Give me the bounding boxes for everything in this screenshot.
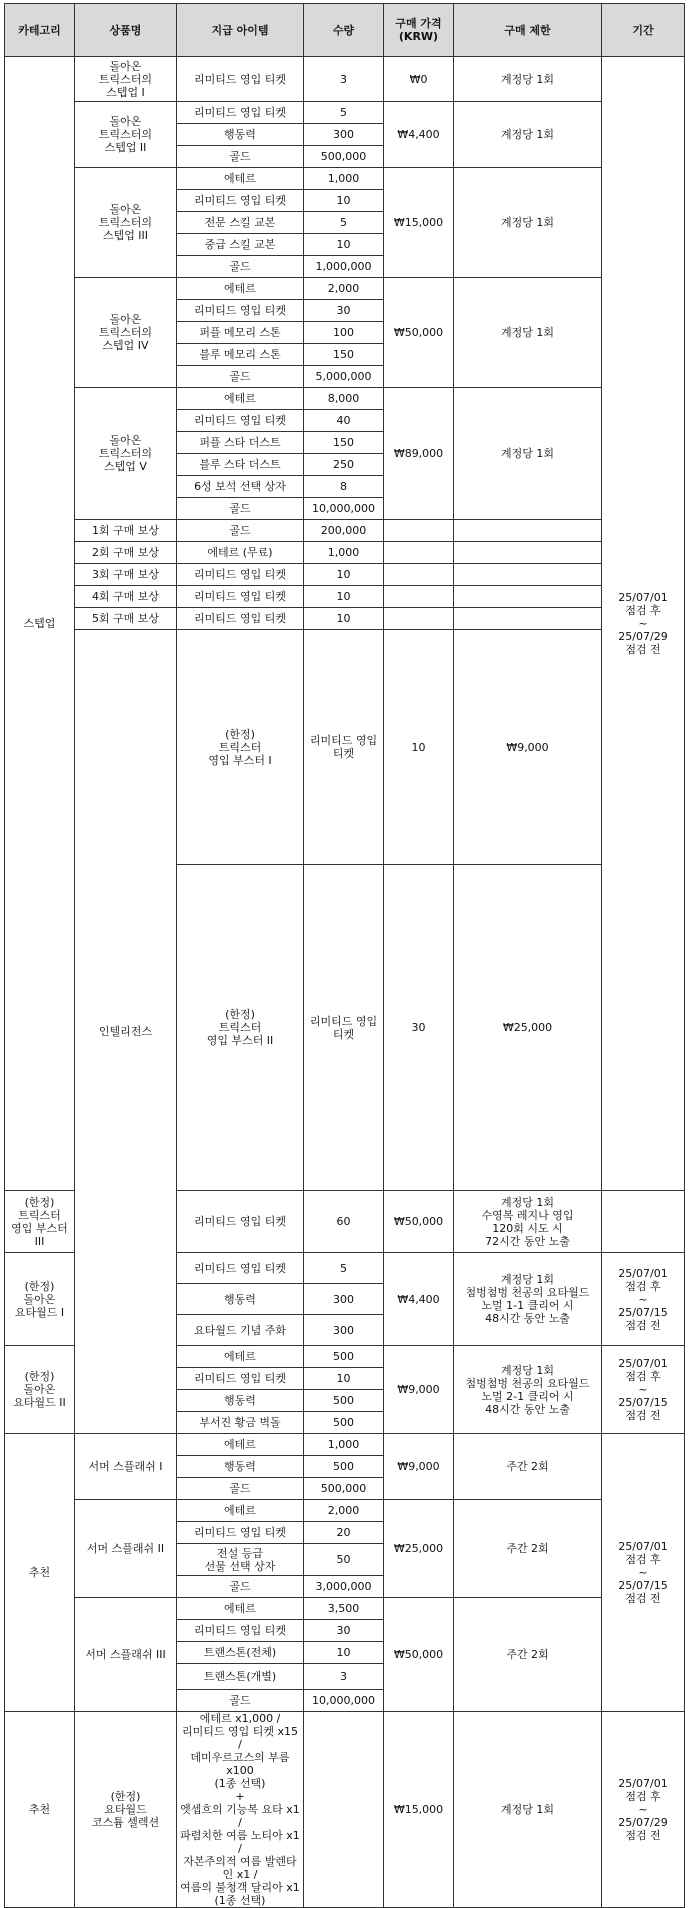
item-qty: 150 [304,344,384,366]
limit-cell [454,520,602,542]
item-qty: 2,000 [304,1500,384,1522]
item-name: 부서진 황금 벽돌 [177,1412,304,1434]
header-row [5,4,685,57]
limit-cell [454,586,602,608]
product-name: 4회 구매 보상 [75,586,177,608]
price-cell: ₩4,400 [384,102,454,168]
price-cell: ₩50,000 [384,1598,454,1712]
item-qty: 300 [304,1315,384,1346]
category-cell: 추천 [5,1434,75,1712]
price-cell: ₩9,000 [384,1434,454,1500]
item-qty: 10 [304,190,384,212]
item-name: 퍼플 스타 더스트 [177,432,304,454]
price-cell: ₩25,000 [454,865,602,1191]
header-price: 구매 가격 (KRW) [384,4,454,57]
product-name: (한정) 트릭스터 영입 부스터 III [5,1191,75,1253]
item-name: 블루 스타 더스트 [177,454,304,476]
product-name: (한정) 요타월드 코스튬 셀렉션 [75,1712,177,1908]
price-cell: ₩50,000 [384,278,454,388]
product-table [4,3,685,1908]
item-name: 리미티드 영입 티켓 [177,1522,304,1544]
item-qty: 250 [304,454,384,476]
item-name: 리미티드 영입 티켓 [304,630,384,865]
limit-cell: 계정당 1회 [454,388,602,520]
item-name: 골드 [177,256,304,278]
item-qty [304,1712,384,1908]
item-name: 골드 [177,146,304,168]
item-qty: 20 [304,1522,384,1544]
item-qty: 2,000 [304,278,384,300]
item-name: 전문 스킬 교본 [177,212,304,234]
period-cell: 25/07/01 점검 후 ~ 25/07/29 점검 전 [602,57,685,1191]
item-qty: 10 [304,1368,384,1390]
item-qty: 1,000 [304,1434,384,1456]
item-name: 행동력 [177,1284,304,1315]
price-cell: ₩9,000 [384,1346,454,1434]
limit-cell [454,608,602,630]
product-name: 서머 스플래쉬 II [75,1500,177,1598]
table-row [5,608,685,630]
item-qty: 3 [304,57,384,102]
product-name: (한정) 트릭스터 영입 부스터 II [177,865,304,1191]
item-qty: 500,000 [304,146,384,168]
item-name: 리미티드 영입 티켓 [177,1368,304,1390]
item-qty: 10,000,000 [304,1690,384,1712]
limit-cell: 계정당 1회 첨벙첨벙 천공의 요타월드 노멀 1-1 클리어 시 48시간 동안 노출 [454,1253,602,1346]
price-cell: ₩4,400 [384,1253,454,1346]
limit-cell [454,542,602,564]
header-limit: 구매 제한 [454,4,602,57]
price-cell [384,608,454,630]
table-row [5,388,685,410]
product-name: 5회 구매 보상 [75,608,177,630]
product-name: (한정) 돌아온 요타월드 II [5,1346,75,1434]
item-qty: 200,000 [304,520,384,542]
item-name: 에테르 [177,278,304,300]
item-name: 리미티드 영입 티켓 [177,564,304,586]
table-row [5,630,685,865]
item-name: 리미티드 영입 티켓 [304,865,384,1191]
item-name: 에테르 [177,1500,304,1522]
item-name: 리미티드 영입 티켓 [177,1620,304,1642]
price-cell [384,542,454,564]
item-name: 에테르 [177,1434,304,1456]
product-name: 돌아온 트릭스터의 스텝업 III [75,168,177,278]
item-name: 6성 보석 선택 상자 [177,476,304,498]
limit-cell: 계정당 1회 수영복 레지나 영입 120회 시도 시 72시간 동안 노출 [454,1191,602,1253]
item-name: 리미티드 영입 티켓 [177,608,304,630]
item-qty: 30 [304,300,384,322]
item-name: 골드 [177,1478,304,1500]
category-cell: 인텔리전스 [75,630,177,1434]
item-qty: 1,000,000 [304,256,384,278]
price-cell: ₩0 [384,57,454,102]
item-name: 리미티드 영입 티켓 [177,57,304,102]
item-qty: 100 [304,322,384,344]
period-cell: 25/07/01 점검 후 ~ 25/07/15 점검 전 [602,1346,685,1434]
item-name: 중급 스킬 교본 [177,234,304,256]
item-qty: 10 [304,564,384,586]
item-name: 에테르 [177,1598,304,1620]
item-qty: 40 [304,410,384,432]
price-cell [384,586,454,608]
header-qty: 수량 [304,4,384,57]
table-row [5,57,685,102]
item-qty: 500,000 [304,1478,384,1500]
item-qty: 10 [304,608,384,630]
item-qty: 8 [304,476,384,498]
item-qty: 10 [304,586,384,608]
limit-cell: 계정당 1회 [454,57,602,102]
price-cell: ₩25,000 [384,1500,454,1598]
item-qty: 1,000 [304,168,384,190]
limit-cell: 계정당 1회 [454,168,602,278]
item-name: 에테르 [177,388,304,410]
item-name: 에테르 [177,1346,304,1368]
limit-cell: 계정당 1회 [454,1712,602,1908]
item-name: 행동력 [177,1390,304,1412]
table-row [5,1500,685,1522]
product-name: (한정) 돌아온 요타월드 I [5,1253,75,1346]
item-qty: 500 [304,1456,384,1478]
price-cell: ₩50,000 [384,1191,454,1253]
item-name: 요타월드 기념 주화 [177,1315,304,1346]
item-qty: 5 [304,102,384,124]
table-row [5,1598,685,1620]
item-name: 퍼플 메모리 스톤 [177,322,304,344]
item-name: 블루 메모리 스톤 [177,344,304,366]
item-name: 행동력 [177,124,304,146]
item-name: 리미티드 영입 티켓 [177,586,304,608]
item-name: 골드 [177,1690,304,1712]
header-category: 카테고리 [5,4,75,57]
item-name: 행동력 [177,1456,304,1478]
table-row [5,102,685,124]
item-qty: 30 [384,865,454,1191]
item-qty: 5 [304,212,384,234]
table-row [5,1434,685,1456]
item-name: 골드 [177,520,304,542]
item-name: 에테르 [177,168,304,190]
item-qty: 10 [384,630,454,865]
period-cell: 25/07/01 점검 후 ~ 25/07/15 점검 전 [602,1253,685,1346]
header-product: 상품명 [75,4,177,57]
item-name: 에테르 (무료) [177,542,304,564]
price-cell: ₩89,000 [384,388,454,520]
price-cell: ₩15,000 [384,168,454,278]
limit-cell: 주간 2회 [454,1434,602,1500]
item-name: 에테르 x1,000 / 리미티드 영입 티켓 x15 / 데미우르고스의 부름 x100 (1종 선택) + 엣셉흐의 기능복 요타 x1 / 파렴치한 여름 노티아 x1 / 자본주의적 여름 발렌타인 x1 / 여름의 불청객 달리아 x1 (1종 선택) [177,1712,304,1908]
item-qty: 10 [304,234,384,256]
item-qty: 30 [304,1620,384,1642]
product-name: 2회 구매 보상 [75,542,177,564]
table-row [5,1712,685,1908]
item-name: 리미티드 영입 티켓 [177,1253,304,1284]
item-qty: 50 [304,1544,384,1576]
period-cell: 25/07/01 점검 후 ~ 25/07/29 점검 전 [602,1712,685,1908]
price-cell: ₩15,000 [384,1712,454,1908]
item-name: 리미티드 영입 티켓 [177,190,304,212]
table-row [5,564,685,586]
product-name: 돌아온 트릭스터의 스텝업 IV [75,278,177,388]
item-qty: 5,000,000 [304,366,384,388]
item-name: 리미티드 영입 티켓 [177,410,304,432]
table-row [5,586,685,608]
limit-cell [454,564,602,586]
product-name: 돌아온 트릭스터의 스텝업 V [75,388,177,520]
price-cell [384,520,454,542]
table-row [5,278,685,300]
product-name: (한정) 트릭스터 영입 부스터 I [177,630,304,865]
table-row [5,168,685,190]
item-qty: 3 [304,1664,384,1690]
product-name: 서머 스플래쉬 III [75,1598,177,1712]
item-qty: 300 [304,124,384,146]
category-cell: 스텝업 [5,57,75,1191]
table-row [5,520,685,542]
limit-cell: 계정당 1회 [454,102,602,168]
item-qty: 60 [304,1191,384,1253]
item-qty: 3,000,000 [304,1576,384,1598]
product-name: 돌아온 트릭스터의 스텝업 II [75,102,177,168]
item-qty: 300 [304,1284,384,1315]
header-period: 기간 [602,4,685,57]
item-name: 트랜스톤(전체) [177,1642,304,1664]
item-name: 리미티드 영입 티켓 [177,1191,304,1253]
item-qty: 3,500 [304,1598,384,1620]
price-cell: ₩9,000 [454,630,602,865]
limit-cell: 계정당 1회 첨벙첨벙 천공의 요타월드 노멀 2-1 클리어 시 48시간 동안 노출 [454,1346,602,1434]
product-name: 3회 구매 보상 [75,564,177,586]
item-name: 골드 [177,498,304,520]
limit-cell: 주간 2회 [454,1598,602,1712]
price-cell [384,564,454,586]
item-qty: 500 [304,1346,384,1368]
item-qty: 1,000 [304,542,384,564]
item-name: 골드 [177,1576,304,1598]
period-cell: 25/07/01 점검 후 ~ 25/07/15 점검 전 [602,1434,685,1712]
item-qty: 500 [304,1412,384,1434]
item-qty: 8,000 [304,388,384,410]
table-row [5,542,685,564]
item-name: 리미티드 영입 티켓 [177,102,304,124]
category-cell: 추천 [5,1712,75,1908]
item-name: 트랜스톤(개별) [177,1664,304,1690]
item-qty: 5 [304,1253,384,1284]
item-name: 전설 등급 선물 선택 상자 [177,1544,304,1576]
limit-cell: 계정당 1회 [454,278,602,388]
product-name: 돌아온 트릭스터의 스텝업 I [75,57,177,102]
product-name: 서머 스플래쉬 I [75,1434,177,1500]
item-qty: 10 [304,1642,384,1664]
item-name: 골드 [177,366,304,388]
item-name: 리미티드 영입 티켓 [177,300,304,322]
header-item: 지급 아이템 [177,4,304,57]
item-qty: 10,000,000 [304,498,384,520]
item-qty: 150 [304,432,384,454]
product-name: 1회 구매 보상 [75,520,177,542]
limit-cell: 주간 2회 [454,1500,602,1598]
item-qty: 500 [304,1390,384,1412]
